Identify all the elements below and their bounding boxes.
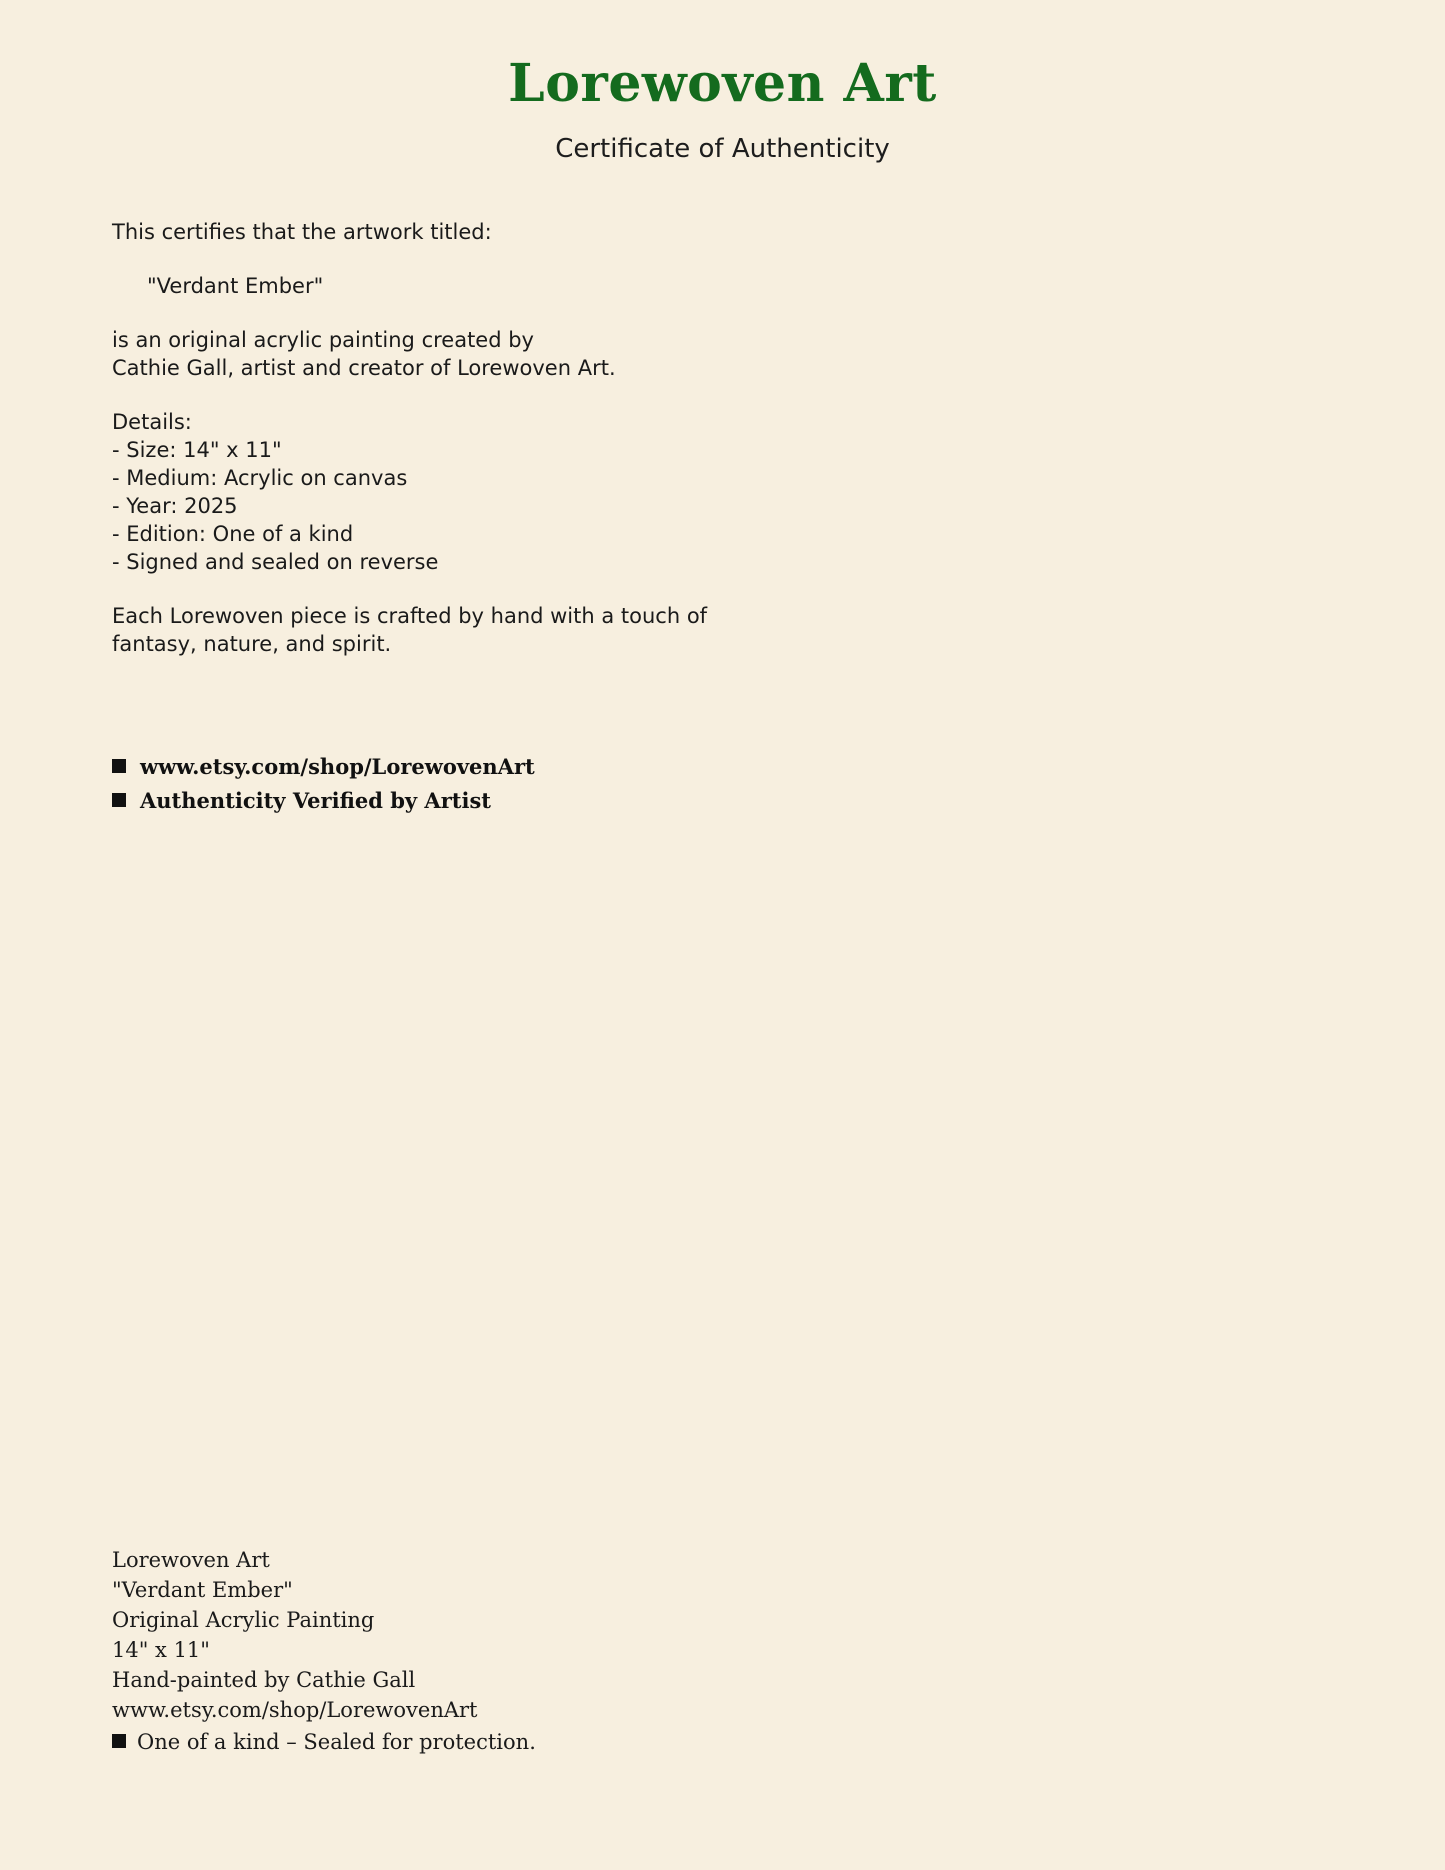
label-url[interactable]: www.etsy.com/shop/LorewovenArt (112, 1698, 478, 1722)
verified-row (112, 784, 535, 818)
closing-line-2: fantasy, nature, and spirit. (112, 632, 392, 656)
list-item: - Year: 2025 (112, 494, 238, 518)
certificate-subtitle: Certificate of Authenticity (555, 134, 890, 165)
label-size: 14" x 11" (112, 1638, 210, 1662)
details-heading: Details: (112, 410, 192, 434)
origin-statement (112, 326, 1212, 382)
verified-text: Authenticity Verified by Artist (140, 788, 491, 813)
origin-line-2: Cathie Gall, artist and creator of Lorewoven Art. (112, 356, 616, 380)
label-artist: Hand-painted by Cathie Gall (112, 1668, 416, 1692)
shop-url-text[interactable]: www.etsy.com/shop/LorewovenArt (140, 754, 535, 779)
certificate-header (0, 0, 1445, 165)
intro-text: This certifies that the artwork titled: (112, 220, 492, 244)
list-item: - Medium: Acrylic on canvas (112, 466, 408, 490)
list-item: - Signed and sealed on reverse (112, 550, 439, 574)
list-item: - Size: 14" x 11" (112, 438, 282, 462)
certificate-body (112, 218, 1212, 658)
bullet-square-icon (112, 1734, 126, 1748)
brand-title: Lorewoven Art (508, 53, 937, 114)
closing-statement (112, 602, 1212, 658)
bullet-square-icon (112, 759, 126, 773)
artwork-label-block (112, 1545, 536, 1757)
list-item: - Edition: One of a kind (112, 522, 354, 546)
bullet-square-icon (112, 793, 126, 807)
origin-line-1: is an original acrylic painting created by (112, 328, 534, 352)
label-type: Original Acrylic Painting (112, 1608, 375, 1632)
closing-line-1: Each Lorewoven piece is crafted by hand with a touch of (112, 604, 708, 628)
label-note-row (112, 1727, 536, 1757)
artwork-title: "Verdant Ember" (147, 274, 324, 298)
label-note: One of a kind – Sealed for protection. (137, 1730, 536, 1754)
label-title: "Verdant Ember" (112, 1578, 293, 1602)
shop-url-row[interactable] (112, 750, 535, 784)
badge-group (112, 750, 535, 818)
details-list (112, 436, 1212, 576)
label-brand: Lorewoven Art (112, 1548, 270, 1572)
